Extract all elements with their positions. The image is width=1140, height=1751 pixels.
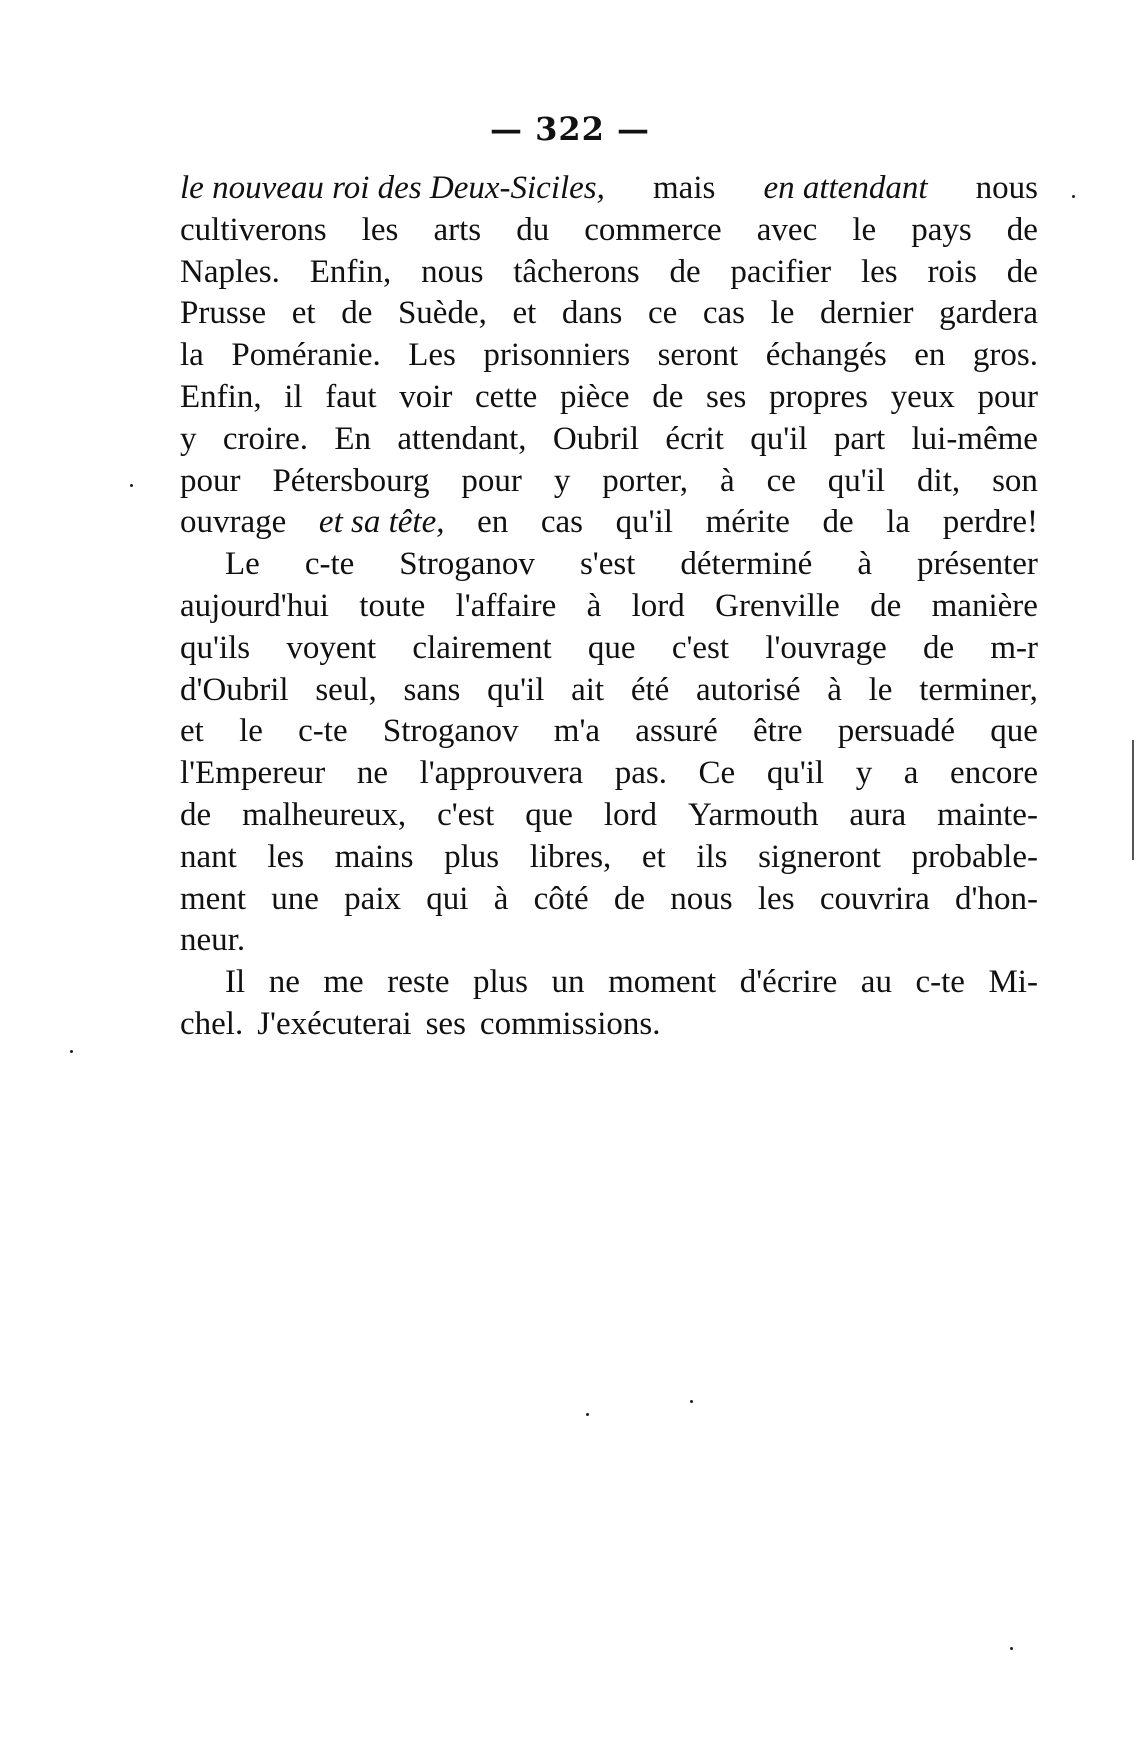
- word: Stroganov: [399, 546, 535, 583]
- word: c-te: [304, 546, 355, 583]
- text-line: [180, 252, 1038, 294]
- word: terminer,: [919, 671, 1038, 708]
- word: perdre!: [942, 504, 1038, 541]
- margin-speck: [690, 1400, 693, 1403]
- word: la: [180, 337, 204, 374]
- word: cultiverons: [180, 211, 327, 248]
- word: Enfin,: [309, 253, 392, 290]
- word: autorisé: [696, 671, 801, 708]
- word: propres: [769, 378, 869, 415]
- word: pas.: [614, 755, 667, 792]
- text-line: [180, 293, 1038, 335]
- word: persuadé: [837, 713, 955, 750]
- word: pour: [461, 462, 522, 499]
- word: ne: [268, 964, 300, 1001]
- word: Yarmouth: [687, 796, 819, 833]
- word: seul,: [315, 671, 377, 708]
- word: prisonniers: [483, 337, 631, 374]
- word: dernier: [820, 295, 914, 332]
- word: arts: [433, 211, 482, 248]
- word: dans: [561, 295, 623, 332]
- word: pour: [180, 462, 241, 499]
- word: cette: [475, 378, 538, 415]
- word: de: [922, 629, 955, 666]
- word: le: [239, 713, 263, 750]
- word: reste: [387, 964, 450, 1001]
- word: que: [990, 713, 1038, 750]
- word: gros.: [972, 337, 1038, 374]
- word: lui-même: [911, 420, 1038, 457]
- word: pièce: [559, 378, 630, 415]
- word: les: [361, 211, 399, 248]
- word: Enfin,: [180, 378, 262, 415]
- word: Mi-: [988, 964, 1038, 1001]
- word: commerce: [584, 211, 722, 248]
- word: voyent: [286, 629, 377, 666]
- word: Les: [408, 337, 456, 374]
- word: part: [833, 420, 886, 457]
- word: qui: [426, 880, 469, 917]
- word: Suède,: [397, 295, 487, 332]
- word: sans: [403, 671, 461, 708]
- word: que: [525, 796, 573, 833]
- word: seront: [657, 337, 739, 374]
- margin-speck: [586, 1413, 589, 1416]
- word: de: [870, 587, 902, 624]
- word: neur.: [180, 922, 246, 959]
- text-line: [180, 670, 1038, 712]
- word: l'affaire: [455, 587, 557, 624]
- word: écrit: [665, 420, 724, 457]
- word: le nouveau roi des Deux-Siciles,: [180, 170, 605, 206]
- margin-speck: [130, 484, 133, 487]
- word: de: [652, 378, 684, 415]
- word: paix: [344, 880, 401, 917]
- word: me: [323, 964, 364, 1001]
- word: cas: [540, 504, 584, 541]
- word: mains: [334, 838, 414, 875]
- word: de: [669, 253, 701, 290]
- word: de: [341, 295, 373, 332]
- word: nous: [670, 880, 733, 917]
- word: en: [914, 337, 946, 374]
- word: cas: [702, 295, 745, 332]
- word: les: [757, 880, 795, 917]
- word: la: [886, 504, 911, 541]
- body-text: [180, 168, 1038, 1046]
- word: le: [868, 671, 893, 708]
- text-line: [180, 795, 1038, 837]
- word: faut: [325, 378, 377, 415]
- text-line: [180, 335, 1038, 377]
- word: à: [827, 671, 842, 708]
- word: l'Empereur: [180, 755, 326, 792]
- word: été: [630, 671, 670, 708]
- text-line: [180, 419, 1038, 461]
- word: ils: [696, 838, 728, 875]
- word: une: [271, 880, 319, 917]
- text-line: [180, 711, 1038, 753]
- word: manière: [931, 587, 1038, 624]
- text-line: [180, 920, 1038, 962]
- word: mais: [653, 170, 716, 206]
- word: à: [719, 462, 735, 499]
- word: qu'ils: [180, 629, 251, 666]
- margin-speck: [1010, 1647, 1013, 1650]
- word: lord: [631, 587, 685, 624]
- word: c'est: [671, 629, 730, 666]
- word: Pétersbourg: [272, 462, 430, 499]
- word: clairement: [412, 629, 552, 666]
- word: de: [1006, 253, 1038, 290]
- margin-speck: [1072, 195, 1075, 198]
- text-line: [180, 377, 1038, 419]
- word: en attendant: [763, 170, 928, 206]
- word: qu'il: [827, 462, 886, 499]
- margin-speck: [70, 1050, 73, 1053]
- word: En: [334, 420, 371, 457]
- word: il: [284, 378, 303, 415]
- word: pays: [911, 211, 972, 248]
- word: aujourd'hui: [180, 587, 329, 624]
- word: aura: [849, 796, 907, 833]
- word: mainte-: [937, 796, 1038, 833]
- text-line: [180, 962, 1038, 1004]
- word: et: [512, 295, 537, 332]
- word: signeront: [758, 838, 881, 875]
- word: Grenville: [715, 587, 840, 624]
- word: a: [903, 755, 919, 792]
- text-line: [180, 544, 1038, 586]
- word: dit,: [917, 462, 961, 499]
- word: présenter: [916, 546, 1038, 583]
- word: le: [852, 211, 877, 248]
- word: en: [477, 504, 509, 541]
- word: tâcherons: [513, 253, 640, 290]
- word: de: [1006, 211, 1038, 248]
- word: Stroganov: [382, 713, 519, 750]
- word: croire.: [222, 420, 309, 457]
- text-line: [180, 461, 1038, 503]
- word: pacifier: [730, 253, 832, 290]
- text-line: [180, 879, 1038, 921]
- word: c-te: [298, 713, 348, 750]
- word: yeux: [890, 378, 955, 415]
- word: y: [180, 420, 197, 457]
- word: ce: [766, 462, 796, 499]
- word: du: [516, 211, 550, 248]
- word: ses: [425, 1005, 466, 1042]
- word: de: [613, 880, 646, 917]
- word: qu'il: [615, 504, 673, 541]
- word: Il: [225, 964, 246, 1001]
- word: toute: [359, 587, 426, 624]
- word: y: [855, 755, 873, 792]
- word: côté: [533, 880, 589, 917]
- word: Prusse: [180, 295, 267, 332]
- word: attendant,: [397, 420, 527, 457]
- word: de: [822, 504, 854, 541]
- text-line: [180, 628, 1038, 670]
- word: Le: [225, 546, 260, 583]
- word: Oubril: [552, 420, 639, 457]
- word: ait: [571, 671, 605, 708]
- word: voir: [399, 378, 453, 415]
- word: ne: [356, 755, 388, 792]
- text-line: [180, 168, 1038, 210]
- word: et: [291, 295, 316, 332]
- word: encore: [950, 755, 1038, 792]
- text-line: [180, 753, 1038, 795]
- word: être: [753, 713, 803, 750]
- word: ce: [647, 295, 678, 332]
- word: plus: [473, 964, 529, 1001]
- word: nous: [421, 253, 484, 290]
- word: de: [180, 796, 212, 833]
- word: nous: [975, 170, 1038, 206]
- word: l'approuvera: [419, 755, 584, 792]
- text-line: [180, 210, 1038, 252]
- word: mérite: [705, 504, 790, 541]
- word: porter,: [602, 462, 689, 499]
- word: d'hon-: [955, 880, 1038, 917]
- word: s'est: [579, 546, 636, 583]
- word: d'écrire: [739, 964, 838, 1001]
- word: rois: [927, 253, 977, 290]
- word: l'ouvrage: [765, 629, 887, 666]
- word: m-r: [990, 629, 1038, 666]
- text-line: [180, 837, 1038, 879]
- word: probable-: [911, 838, 1038, 875]
- word: moment: [608, 964, 717, 1001]
- word: nant: [180, 838, 237, 875]
- word: malheureux,: [242, 796, 407, 833]
- word: pour: [977, 378, 1038, 415]
- word: Naples.: [180, 253, 280, 290]
- word: chel.: [180, 1005, 244, 1042]
- page-edge-rule: [1132, 740, 1134, 860]
- word: avec: [756, 211, 818, 248]
- text-line: [180, 502, 1038, 544]
- word: qu'il: [750, 420, 808, 457]
- word: le: [770, 295, 795, 332]
- word: ment: [180, 880, 246, 917]
- word: plus: [444, 838, 500, 875]
- word: Ce: [698, 755, 736, 792]
- word: à: [493, 880, 509, 917]
- word: qu'il: [487, 671, 545, 708]
- text-line: [180, 586, 1038, 628]
- word: libres,: [529, 838, 612, 875]
- word: m'a: [553, 713, 601, 750]
- word: ses: [706, 378, 747, 415]
- word: à: [857, 546, 872, 583]
- word: c'est: [437, 796, 495, 833]
- word: couvrira: [819, 880, 930, 917]
- word: au: [860, 964, 892, 1001]
- word: commissions.: [479, 1005, 661, 1042]
- word: déterminé: [680, 546, 813, 583]
- word: et sa tête,: [318, 504, 445, 541]
- word: qu'il: [766, 755, 825, 792]
- word: son: [992, 462, 1038, 499]
- word: Poméranie.: [231, 337, 381, 374]
- word: lord: [603, 796, 658, 833]
- text-line: [180, 1004, 1038, 1046]
- word: d'Oubril: [180, 671, 289, 708]
- word: les: [267, 838, 305, 875]
- word: c-te: [915, 964, 965, 1001]
- word: un: [551, 964, 585, 1001]
- word: les: [860, 253, 898, 290]
- word: échangés: [765, 337, 887, 374]
- word: que: [587, 629, 636, 666]
- word: assuré: [635, 713, 718, 750]
- word: J'exécuterai: [257, 1005, 412, 1042]
- page-number: — 322 —: [489, 110, 651, 148]
- word: gardera: [939, 295, 1038, 332]
- word: et: [180, 713, 204, 750]
- word: et: [641, 838, 666, 875]
- word: à: [586, 587, 602, 624]
- word: ouvrage: [180, 504, 287, 541]
- word: y: [553, 462, 571, 499]
